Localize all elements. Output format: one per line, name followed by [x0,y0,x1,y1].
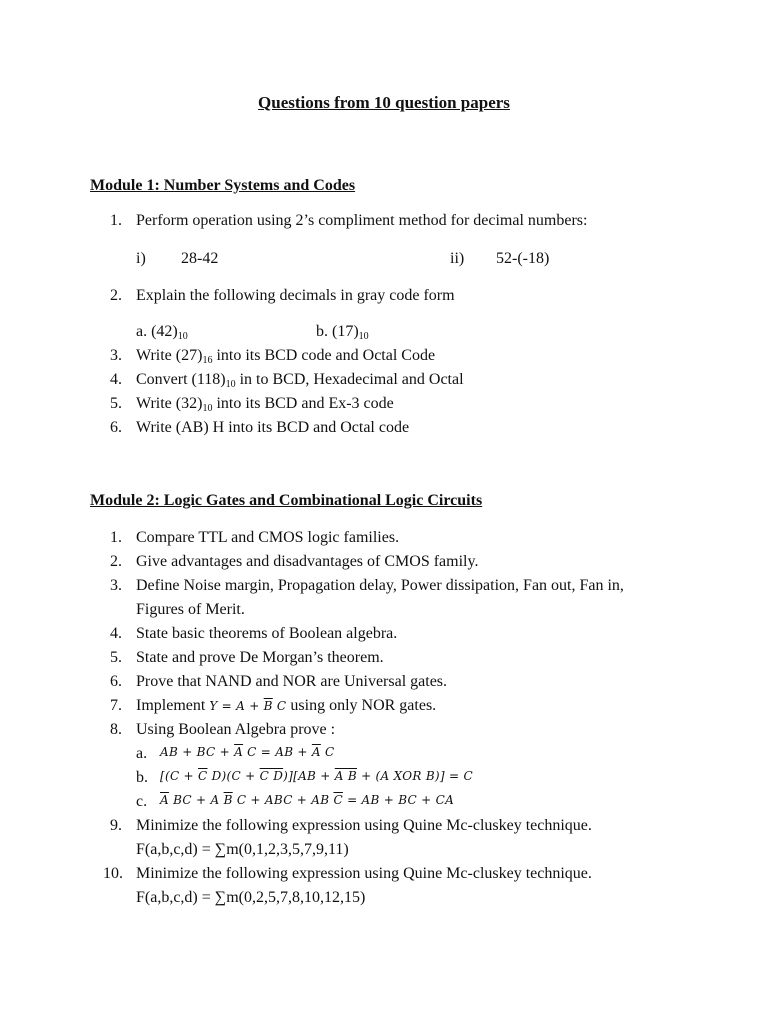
m2-q1-text: Compare TTL and CMOS logic families. [136,529,400,546]
m2-q4-text: State basic theorems of Boolean algebra. [136,625,398,642]
m1-q6-number: 6. [110,419,122,436]
m1-q4-text: Convert (118)10 in to BCD, Hexadecimal and Octal [136,371,464,390]
m2-q8-part-a-label: a. [136,745,148,762]
m2-q3-text: Define Noise margin, Propagation delay, Power dissipation, Fan out, Fan in, [136,577,624,594]
m1-q5-number: 5. [110,395,122,412]
page-title: Questions from 10 question papers [258,93,510,112]
m2-q7-expression: $Y = A + \overline{B}$ C [209,699,287,713]
m2-q1-number: 1. [110,529,122,546]
m2-q8-part-c-expression: $\overline{A}$ BC + A $\overline{B}$ C + ABC + AB $\overline{C}$ = AB + BC + CA [160,793,455,807]
m1-q1-part-i-value: 28-42 [181,250,219,267]
m2-q5-text: State and prove De Morgan’s theorem. [136,649,384,666]
m2-q10-function: F(a,b,c,d) = ∑m(0,2,5,7,8,10,12,15) [136,889,366,906]
m1-q1-text: Perform operation using 2’s compliment method for decimal numbers: [136,212,588,229]
m2-q9-function: F(a,b,c,d) = ∑m(0,1,2,3,5,7,9,11) [136,841,349,858]
m1-q2-part-a: a. (42)10 [136,323,188,342]
m2-q10-number: 10. [103,865,123,882]
m2-q2-text: Give advantages and disadvantages of CMOS family. [136,553,479,570]
m2-q10-text: Minimize the following expression using Quine Mc-cluskey technique. [136,865,592,882]
m2-q8-part-b-expression: [($C + \overline{C}$ D)(C + C D)][AB + A B + (A XOR B)] = C [160,769,473,783]
m1-q4-number: 4. [110,371,122,388]
m2-q7-number: 7. [110,697,122,714]
m1-q1-part-ii-value: 52-(-18) [496,250,550,267]
m2-q8-part-c-label: c. [136,793,148,810]
module-2-heading: Module 2: Logic Gates and Combinational Logic Circuits [90,492,483,509]
m2-q3-text-cont: Figures of Merit. [136,601,245,618]
m2-q5-number: 5. [110,649,122,666]
m2-q8-text: Using Boolean Algebra prove : [136,721,336,738]
m1-q2-text: Explain the following decimals in gray code form [136,287,455,304]
m1-q3-number: 3. [110,347,122,364]
m2-q4-number: 4. [110,625,122,642]
m2-q8-number: 8. [110,721,122,738]
m2-q8-part-b-label: b. [136,769,148,786]
m2-q2-number: 2. [110,553,122,570]
m1-q3-text: Write (27)16 into its BCD code and Octal Code [136,347,436,366]
m2-q6-text: Prove that NAND and NOR are Universal gates. [136,673,448,690]
m1-q6-text: Write (AB) H into its BCD and Octal code [136,419,410,436]
m1-q1-part-i-label: i) [136,250,146,267]
m2-q8-part-a-expression: AB + BC + $\overline{A}$ C = AB + $\overline{A}$ C [160,745,335,759]
module-1-heading: Module 1: Number Systems and Codes [90,177,356,194]
m2-q6-number: 6. [110,673,122,690]
m2-q9-number: 9. [110,817,122,834]
m2-q9-text: Minimize the following expression using Quine Mc-cluskey technique. [136,817,592,834]
m1-q2-part-b: b. (17)10 [316,323,369,342]
m1-q5-text: Write (32)10 into its BCD and Ex-3 code [136,395,394,414]
m1-q2-number: 2. [110,287,122,304]
m2-q3-number: 3. [110,577,122,594]
m1-q1-number: 1. [110,212,122,229]
m2-q7-text: Implement $Y = A + \overline{B}$ C using only NOR gates. [136,697,437,714]
m1-q1-part-ii-label: ii) [450,250,465,267]
